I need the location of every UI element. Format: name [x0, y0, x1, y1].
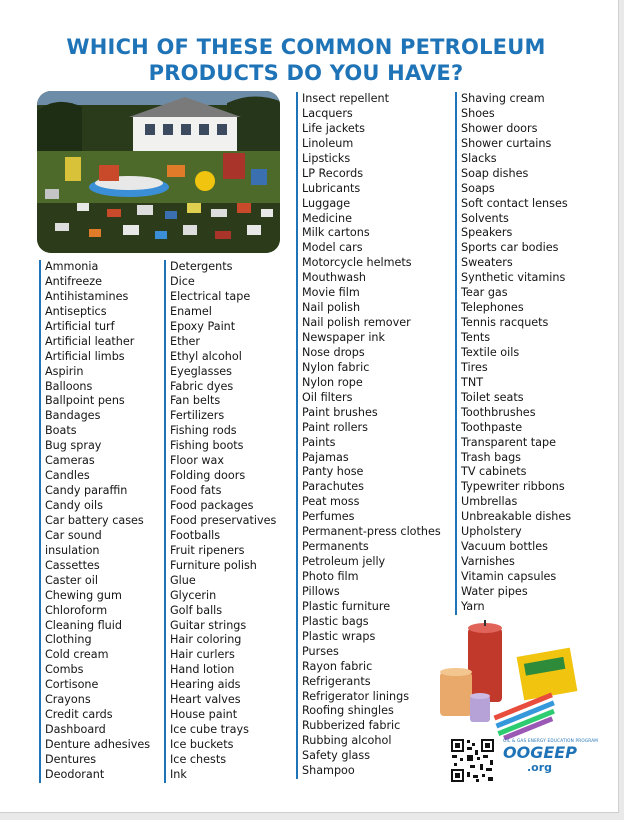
product-item: Transparent tape [461, 435, 557, 449]
product-item: Golf balls [170, 603, 223, 617]
product-item: Rubbing alcohol [302, 734, 392, 748]
product-item: Antiseptics [45, 304, 107, 318]
product-item: Toothbrushes [461, 405, 536, 419]
product-column-1 [39, 260, 150, 783]
product-item: Paint rollers [302, 420, 368, 434]
product-item: Plastic wraps [302, 629, 376, 643]
product-item: Heart valves [170, 693, 241, 707]
product-item: Footballs [170, 528, 221, 542]
product-item: Hair coloring [170, 633, 242, 647]
product-item: Rubberized fabric [302, 719, 401, 733]
oogeep-logo [503, 738, 599, 784]
product-item: TNT [461, 375, 484, 389]
product-item: Telephones [461, 301, 524, 315]
product-item: LP Records [302, 166, 364, 180]
product-item: Motorcycle helmets [302, 256, 412, 270]
product-item: Purses [302, 644, 339, 658]
product-item: TV cabinets [461, 465, 527, 479]
product-item: Food packages [170, 499, 254, 512]
product-item: Lacquers [302, 106, 353, 120]
product-item: Shampoo [302, 764, 355, 778]
product-item: Soaps [461, 181, 495, 195]
product-item: Shoes [461, 106, 495, 120]
product-item: Textile oils [461, 345, 520, 359]
product-item: Parachutes [302, 480, 364, 494]
product-item: Epoxy Paint [170, 319, 236, 333]
brand-domain: .org [527, 761, 553, 774]
title-line-2: PRODUCTS DO YOU HAVE? [148, 61, 464, 85]
product-item: Car battery cases [45, 513, 144, 527]
product-item: Crayons [45, 693, 91, 707]
product-item: Toothpaste [461, 420, 523, 434]
product-item: Candles [45, 469, 90, 483]
product-item: Boats [45, 424, 77, 438]
product-item: Candy oils [45, 499, 103, 512]
product-item: Fabric dyes [170, 379, 234, 393]
product-item: Refrigerator linings [302, 689, 410, 703]
product-item: Hair curlers [170, 648, 235, 662]
title-line-1: WHICH OF THESE COMMON PETROLEUM [66, 35, 546, 59]
product-item: Fishing rods [170, 424, 237, 438]
product-item: Antifreeze [45, 274, 103, 288]
product-item: Vitamin capsules [461, 570, 557, 583]
product-item: Ether [170, 334, 201, 348]
product-item: Varnishes [461, 555, 515, 569]
product-item: Cleaning fluid [45, 618, 122, 632]
product-item: Shaving cream [461, 92, 545, 105]
product-item: Linoleum [302, 136, 354, 150]
product-item: Ammonia [45, 260, 99, 273]
product-item: Tennis racquets [461, 316, 549, 330]
product-item: Cameras [45, 454, 95, 468]
brand-tagline: OIL & GAS ENERGY EDUCATION PROGRAM [503, 738, 599, 743]
product-item: Solvents [461, 211, 509, 225]
product-item: Unbreakable dishes [461, 510, 572, 524]
product-item: Fertilizers [170, 409, 225, 423]
product-item: Cold cream [45, 648, 109, 662]
product-item: Soft contact lenses [461, 196, 568, 210]
product-item: Ink [170, 767, 187, 781]
product-item: Sports car bodies [461, 241, 559, 255]
product-item: Synthetic vitamins [461, 271, 566, 285]
product-item: Plastic bags [302, 614, 369, 628]
product-item: Deodorant [45, 767, 105, 781]
product-item: Roofing shingles [302, 704, 394, 718]
product-item: Medicine [302, 211, 352, 225]
product-item: Nail polish [302, 301, 361, 315]
product-item: Tires [461, 360, 488, 374]
product-item: Yarn [461, 599, 485, 613]
product-item: Glue [170, 573, 196, 587]
product-item: Pillows [302, 584, 340, 598]
product-item: Typewriter ribbons [461, 480, 565, 494]
product-item: Umbrellas [461, 495, 518, 509]
product-item: Balloons [45, 379, 93, 393]
product-item: Toilet seats [461, 390, 524, 404]
product-item: Clothing [45, 633, 92, 647]
product-item: Milk cartons [302, 226, 370, 240]
product-item: Fishing boots [170, 439, 244, 453]
product-item: Detergents [170, 260, 233, 273]
product-item: Fan belts [170, 394, 221, 408]
product-item: Car sound [45, 528, 102, 542]
product-item: Electrical tape [170, 289, 251, 303]
product-item: Food preservatives [170, 513, 277, 527]
product-item: Cassettes [45, 558, 100, 572]
product-item: Photo film [302, 570, 359, 583]
product-item: Model cars [302, 241, 363, 255]
product-item: Combs [45, 663, 84, 677]
product-item: Credit cards [45, 708, 113, 722]
product-item: Oil filters [302, 390, 353, 404]
product-item: Shower curtains [461, 136, 552, 150]
product-item: Floor wax [170, 454, 225, 468]
product-item: Rayon fabric [302, 659, 373, 673]
candles-and-crayons-photo [438, 620, 578, 740]
product-item: insulation [45, 543, 100, 557]
page-title [0, 34, 612, 86]
product-item: Hand lotion [170, 663, 235, 677]
product-item: Enamel [170, 304, 212, 318]
product-item: Food fats [170, 484, 222, 498]
product-item: Newspaper ink [302, 331, 386, 344]
product-item: Dice [170, 274, 195, 288]
product-item: Life jackets [302, 121, 366, 135]
product-item: Pajamas [302, 450, 349, 464]
product-item: Peat moss [302, 495, 360, 509]
product-item: Artificial turf [45, 319, 115, 333]
product-column-4 [455, 92, 571, 615]
product-item: Insect repellent [302, 92, 389, 105]
yard-items-photo [37, 91, 280, 253]
product-item: Nylon fabric [302, 360, 370, 374]
product-item: Dentures [45, 752, 97, 766]
product-item: Panty hose [302, 465, 364, 479]
product-item: Nail polish remover [302, 316, 411, 330]
product-item: House paint [170, 708, 238, 722]
product-item: Safety glass [302, 749, 371, 763]
product-item: Lubricants [302, 181, 361, 195]
brand-logo-text: OOGEEP [503, 743, 577, 762]
product-item: Caster oil [45, 573, 98, 587]
product-item: Refrigerants [302, 674, 371, 688]
product-item: Chewing gum [45, 588, 122, 602]
product-item: Vacuum bottles [461, 540, 548, 554]
product-item: Ice cube trays [170, 723, 249, 737]
product-item: Bug spray [45, 439, 102, 453]
product-column-2 [164, 260, 276, 783]
product-item: Guitar strings [170, 618, 247, 632]
product-item: Nose drops [302, 345, 365, 359]
product-item: Eyeglasses [170, 364, 233, 378]
product-item: Aspirin [45, 364, 84, 378]
product-item: Shower doors [461, 121, 538, 135]
product-item: Nylon rope [302, 375, 363, 389]
product-item: Folding doors [170, 469, 246, 483]
product-item: Permanents [302, 540, 369, 554]
product-item: Candy paraffin [45, 484, 128, 498]
product-item: Sweaters [461, 256, 513, 270]
product-item: Artificial leather [45, 334, 135, 348]
product-item: Furniture polish [170, 558, 257, 572]
product-item: Luggage [302, 196, 351, 210]
product-item: Trash bags [461, 450, 522, 464]
product-item: Mouthwash [302, 271, 366, 285]
product-item: Paints [302, 435, 336, 449]
product-item: Ice buckets [170, 738, 234, 751]
product-item: Tear gas [461, 286, 508, 300]
product-item: Permanent-press clothes [302, 525, 441, 539]
product-item: Slacks [461, 151, 497, 165]
product-item: Chloroform [45, 603, 108, 617]
product-item: Speakers [461, 226, 513, 240]
product-item: Denture adhesives [45, 738, 151, 751]
product-item: Perfumes [302, 510, 355, 524]
product-item: Soap dishes [461, 166, 529, 180]
product-item: Upholstery [461, 525, 522, 539]
product-item: Fruit ripeners [170, 543, 245, 557]
product-column-3 [296, 92, 441, 779]
product-item: Movie film [302, 286, 360, 300]
product-item: Bandages [45, 409, 101, 423]
product-item: Petroleum jelly [302, 555, 386, 569]
product-item: Paint brushes [302, 405, 378, 419]
product-item: Artificial limbs [45, 349, 125, 363]
product-item: Hearing aids [170, 678, 241, 692]
product-item: Lipsticks [302, 151, 351, 165]
product-item: Glycerin [170, 588, 217, 602]
product-item: Cortisone [45, 678, 99, 692]
product-item: Dashboard [45, 723, 106, 737]
product-item: Plastic furniture [302, 599, 391, 613]
qr-code-icon [450, 738, 495, 783]
product-item: Antihistamines [45, 289, 129, 303]
product-item: Tents [461, 331, 491, 344]
product-item: Ballpoint pens [45, 394, 125, 408]
product-item: Ethyl alcohol [170, 349, 242, 363]
product-item: Ice chests [170, 752, 227, 766]
product-item: Water pipes [461, 584, 528, 598]
